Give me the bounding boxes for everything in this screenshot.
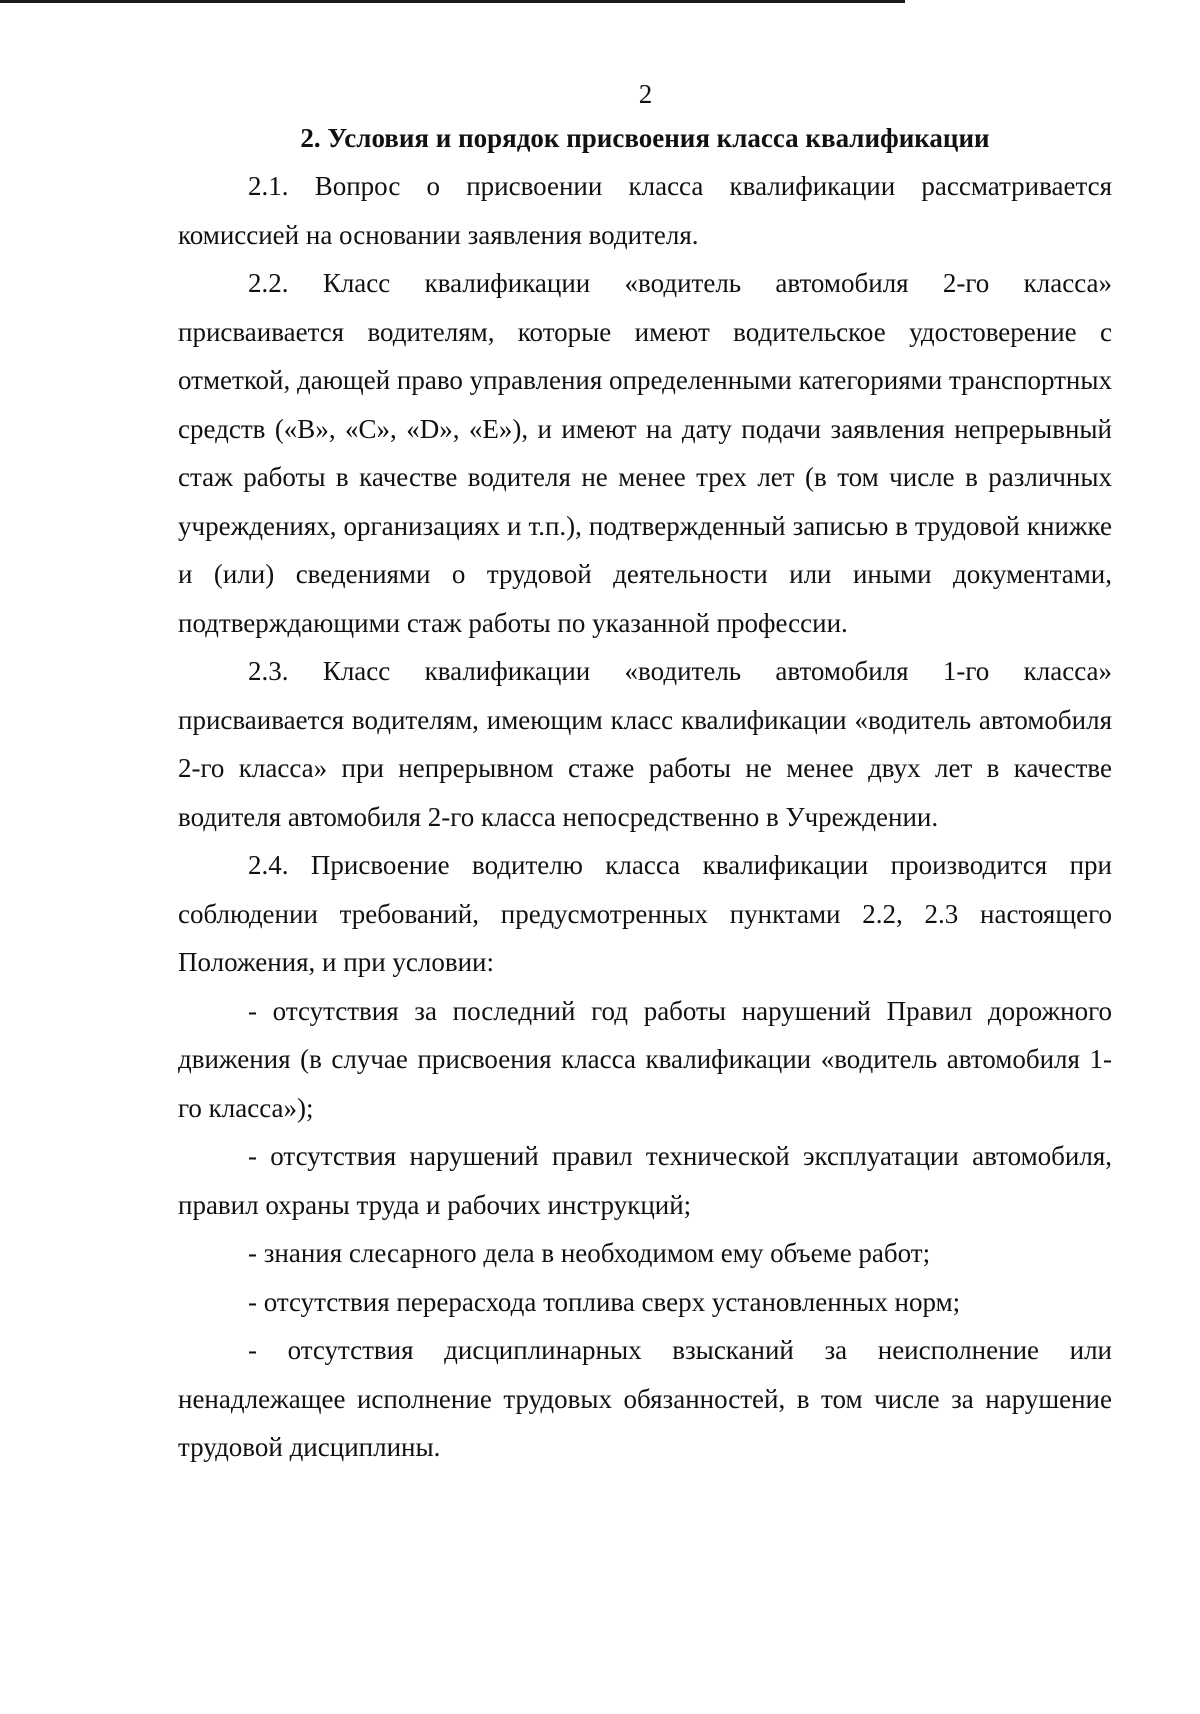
page-number: 2 xyxy=(638,79,653,109)
paragraph-2-3: 2.3. Класс квалификации «водитель автомобиля 1-го класса» присваивается водителям, имеющим класс квалификации «водитель автомобиля 2-го класса» при непрерывном стаже работы не менее двух лет в качестве водителя автомобиля 2-го класса непосредственно в Учреждении. xyxy=(178,656,1112,832)
condition-item-locksmith-knowledge: - знания слесарного дела в необходимом ему объеме работ; xyxy=(248,1238,931,1268)
top-border-line xyxy=(0,0,905,3)
section-heading: 2. Условия и порядок присвоения класса квалификации xyxy=(300,123,990,153)
condition-item-traffic-rules: - отсутствия за последний год работы нарушений Правил дорожного движения (в случае присвоения класса квалификации «водитель автомобиля 1-го класса»); xyxy=(178,995,1112,1123)
condition-item-fuel-overuse: - отсутствия перерасхода топлива сверх установленных норм; xyxy=(248,1286,961,1317)
paragraph-2-4: 2.4. Присвоение водителю класса квалификации производится при соблюдении требований, предусмотренных пунктами 2.2, 2.3 настоящего Положения, и при условии: xyxy=(178,850,1112,977)
document-page xyxy=(178,74,1112,1472)
paragraph-2-1: 2.1. Вопрос о присвоении класса квалификации рассматривается комиссией на основании заявления водителя. xyxy=(178,171,1112,250)
condition-item-technical-operation: - отсутствия нарушений правил технической эксплуатации автомобиля, правил охраны труда и рабочих инструкций; xyxy=(178,1141,1112,1220)
condition-item-disciplinary: - отсутствия дисциплинарных взысканий за неисполнение или ненадлежащее исполнение трудовых обязанностей, в том числе за нарушение трудовой дисциплины. xyxy=(178,1335,1112,1462)
paragraph-2-2: 2.2. Класс квалификации «водитель автомобиля 2-го класса» присваивается водителям, которые имеют водительское удостоверение с отметкой, дающей право управления определенными категориями транспортных средств («В», «С», «D», «Е»), и имеют на дату подачи заявления непрерывный стаж работы в качестве водителя не менее трех лет (в том числе в различных учреждениях, организациях и т.п.), подтвержденный записью в трудовой книжке и (или) сведениями о трудовой деятельности или иными документами, подтверждающими стаж работы по указанной профессии. xyxy=(178,268,1112,638)
